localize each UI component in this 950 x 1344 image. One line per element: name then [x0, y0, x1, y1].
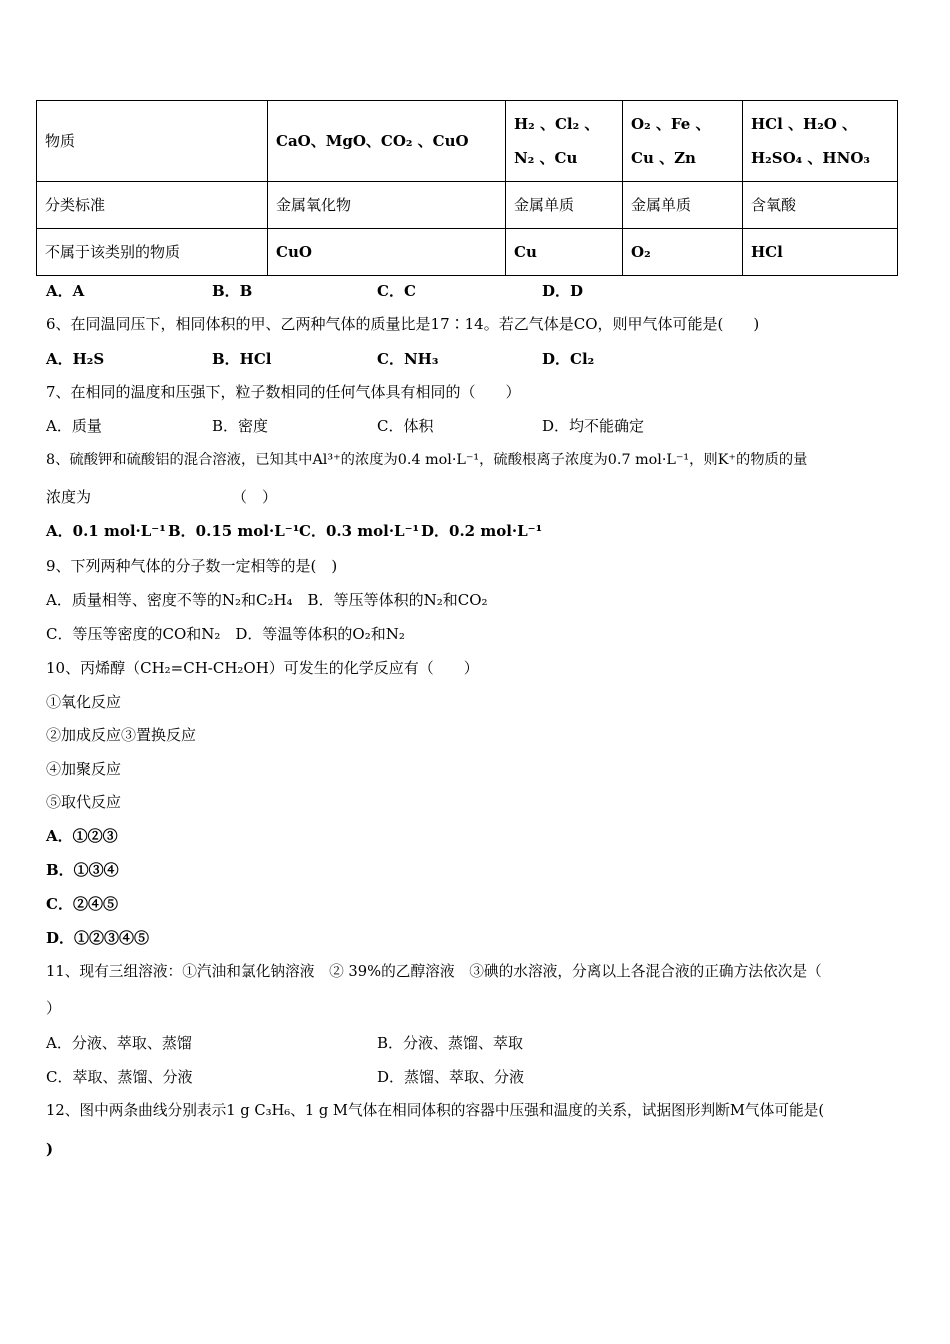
q10-option-d: D．①②③④⑤ [46, 929, 150, 947]
q10-reaction-4: ⑤取代反应 [46, 793, 122, 811]
q10-option-b: B．①③④ [46, 861, 119, 879]
q10-option-a: A．①②③ [46, 827, 118, 845]
q7-option-c: C．体积 [377, 417, 434, 435]
table-row [37, 182, 898, 229]
q6-option-c: C．NH₃ [377, 350, 439, 368]
q12-stem-line2: ) [46, 1140, 54, 1158]
q7-option-d: D．均不能确定 [542, 417, 645, 435]
table-cell: Cu [506, 229, 623, 276]
q9-options-ab: A．质量相等、密度不等的N₂和C₂H₄ B．等压等体积的N₂和CO₂ [46, 591, 488, 609]
q9-options-cd: C．等压等密度的CO和N₂ D．等温等体积的O₂和N₂ [46, 625, 405, 643]
q11-stem-line1: 11、现有三组溶液：①汽油和氯化钠溶液 ② 39%的乙醇溶液 ③碘的水溶液，分离以上各混合液的正确方法依次是（ [46, 963, 822, 980]
q8-stem-line1: 8、硫酸钾和硫酸铝的混合溶液，已知其中Al³⁺的浓度为0.4 mol·L⁻¹，硫酸根离子浓度为0.7 mol·L⁻¹，则K⁺的物质的量 [46, 452, 808, 468]
q10-reaction-1: ①氧化反应 [46, 693, 122, 711]
q10-stem: 10、丙烯醇（CH₂=CH-CH₂OH）可发生的化学反应有（ ） [46, 659, 479, 677]
q11-option-a: A．分液、萃取、蒸馏 [46, 1034, 192, 1052]
q6-option-a: A．H₂S [46, 350, 105, 368]
q5-option-a: A．A [46, 282, 85, 300]
table-cell: H₂ 、Cl₂ 、 N₂ 、Cu [506, 101, 623, 182]
table-cell: CaO、MgO、CO₂ 、CuO [268, 101, 506, 182]
table-cell: HCl 、H₂O 、 H₂SO₄ 、HNO₃ [743, 101, 898, 182]
q6-option-d: D．Cl₂ [542, 350, 595, 368]
q8-option-b: B．0.15 mol·L⁻¹ [168, 522, 300, 540]
q7-stem: 7、在相同的温度和压强下，粒子数相同的任何气体具有相同的（ ） [46, 383, 521, 401]
q8-option-a: A．0.1 mol·L⁻¹ [46, 522, 166, 540]
table-cell: CuO [268, 229, 506, 276]
table-cell: O₂ [623, 229, 743, 276]
table-cell: 金属单质 [506, 182, 623, 229]
table-cell: 分类标准 [37, 182, 268, 229]
q9-stem: 9、下列两种气体的分子数一定相等的是( ) [46, 557, 338, 575]
q10-reaction-3: ④加聚反应 [46, 760, 122, 778]
q8-answer-paren: （ ） [232, 488, 278, 506]
q10-reaction-2: ②加成反应③置换反应 [46, 726, 197, 744]
q5-option-b: B．B [212, 282, 253, 300]
q11-option-d: D．蒸馏、萃取、分液 [377, 1068, 525, 1086]
q12-stem-line1: 12、图中两条曲线分别表示1 g C₃H₆、1 g M气体在相同体积的容器中压强和温度的关系，试据图形判断M气体可能是( [46, 1102, 825, 1119]
q11-option-c: C．萃取、蒸馏、分液 [46, 1068, 193, 1086]
q11-option-b: B．分液、蒸馏、萃取 [377, 1034, 524, 1052]
q8-option-c: C．0.3 mol·L⁻¹ [299, 522, 420, 540]
table-cell: 金属氧化物 [268, 182, 506, 229]
q5-option-c: C．C [377, 282, 416, 300]
table-cell: O₂ 、Fe 、 Cu 、Zn [623, 101, 743, 182]
table-cell: 不属于该类别的物质 [37, 229, 268, 276]
table-cell: HCl [743, 229, 898, 276]
q10-option-c: C．②④⑤ [46, 895, 118, 913]
table-row [37, 229, 898, 276]
q6-option-b: B．HCl [212, 350, 272, 368]
table-row [37, 101, 898, 182]
q5-option-d: D．D [542, 282, 584, 300]
q6-stem: 6、在同温同压下，相同体积的甲、乙两种气体的质量比是17∶14。若乙气体是CO，则甲气体可能是( ) [46, 315, 760, 333]
q7-option-b: B．密度 [212, 417, 269, 435]
q7-option-a: A．质量 [46, 417, 102, 435]
q11-stem-line2: ） [46, 999, 62, 1017]
q8-stem-line2: 浓度为 [46, 488, 92, 506]
table-cell: 含氧酸 [743, 182, 898, 229]
q8-option-d: D．0.2 mol·L⁻¹ [421, 522, 543, 540]
table-cell: 物质 [37, 101, 268, 182]
table-cell: 金属单质 [623, 182, 743, 229]
classification-table [36, 100, 898, 276]
